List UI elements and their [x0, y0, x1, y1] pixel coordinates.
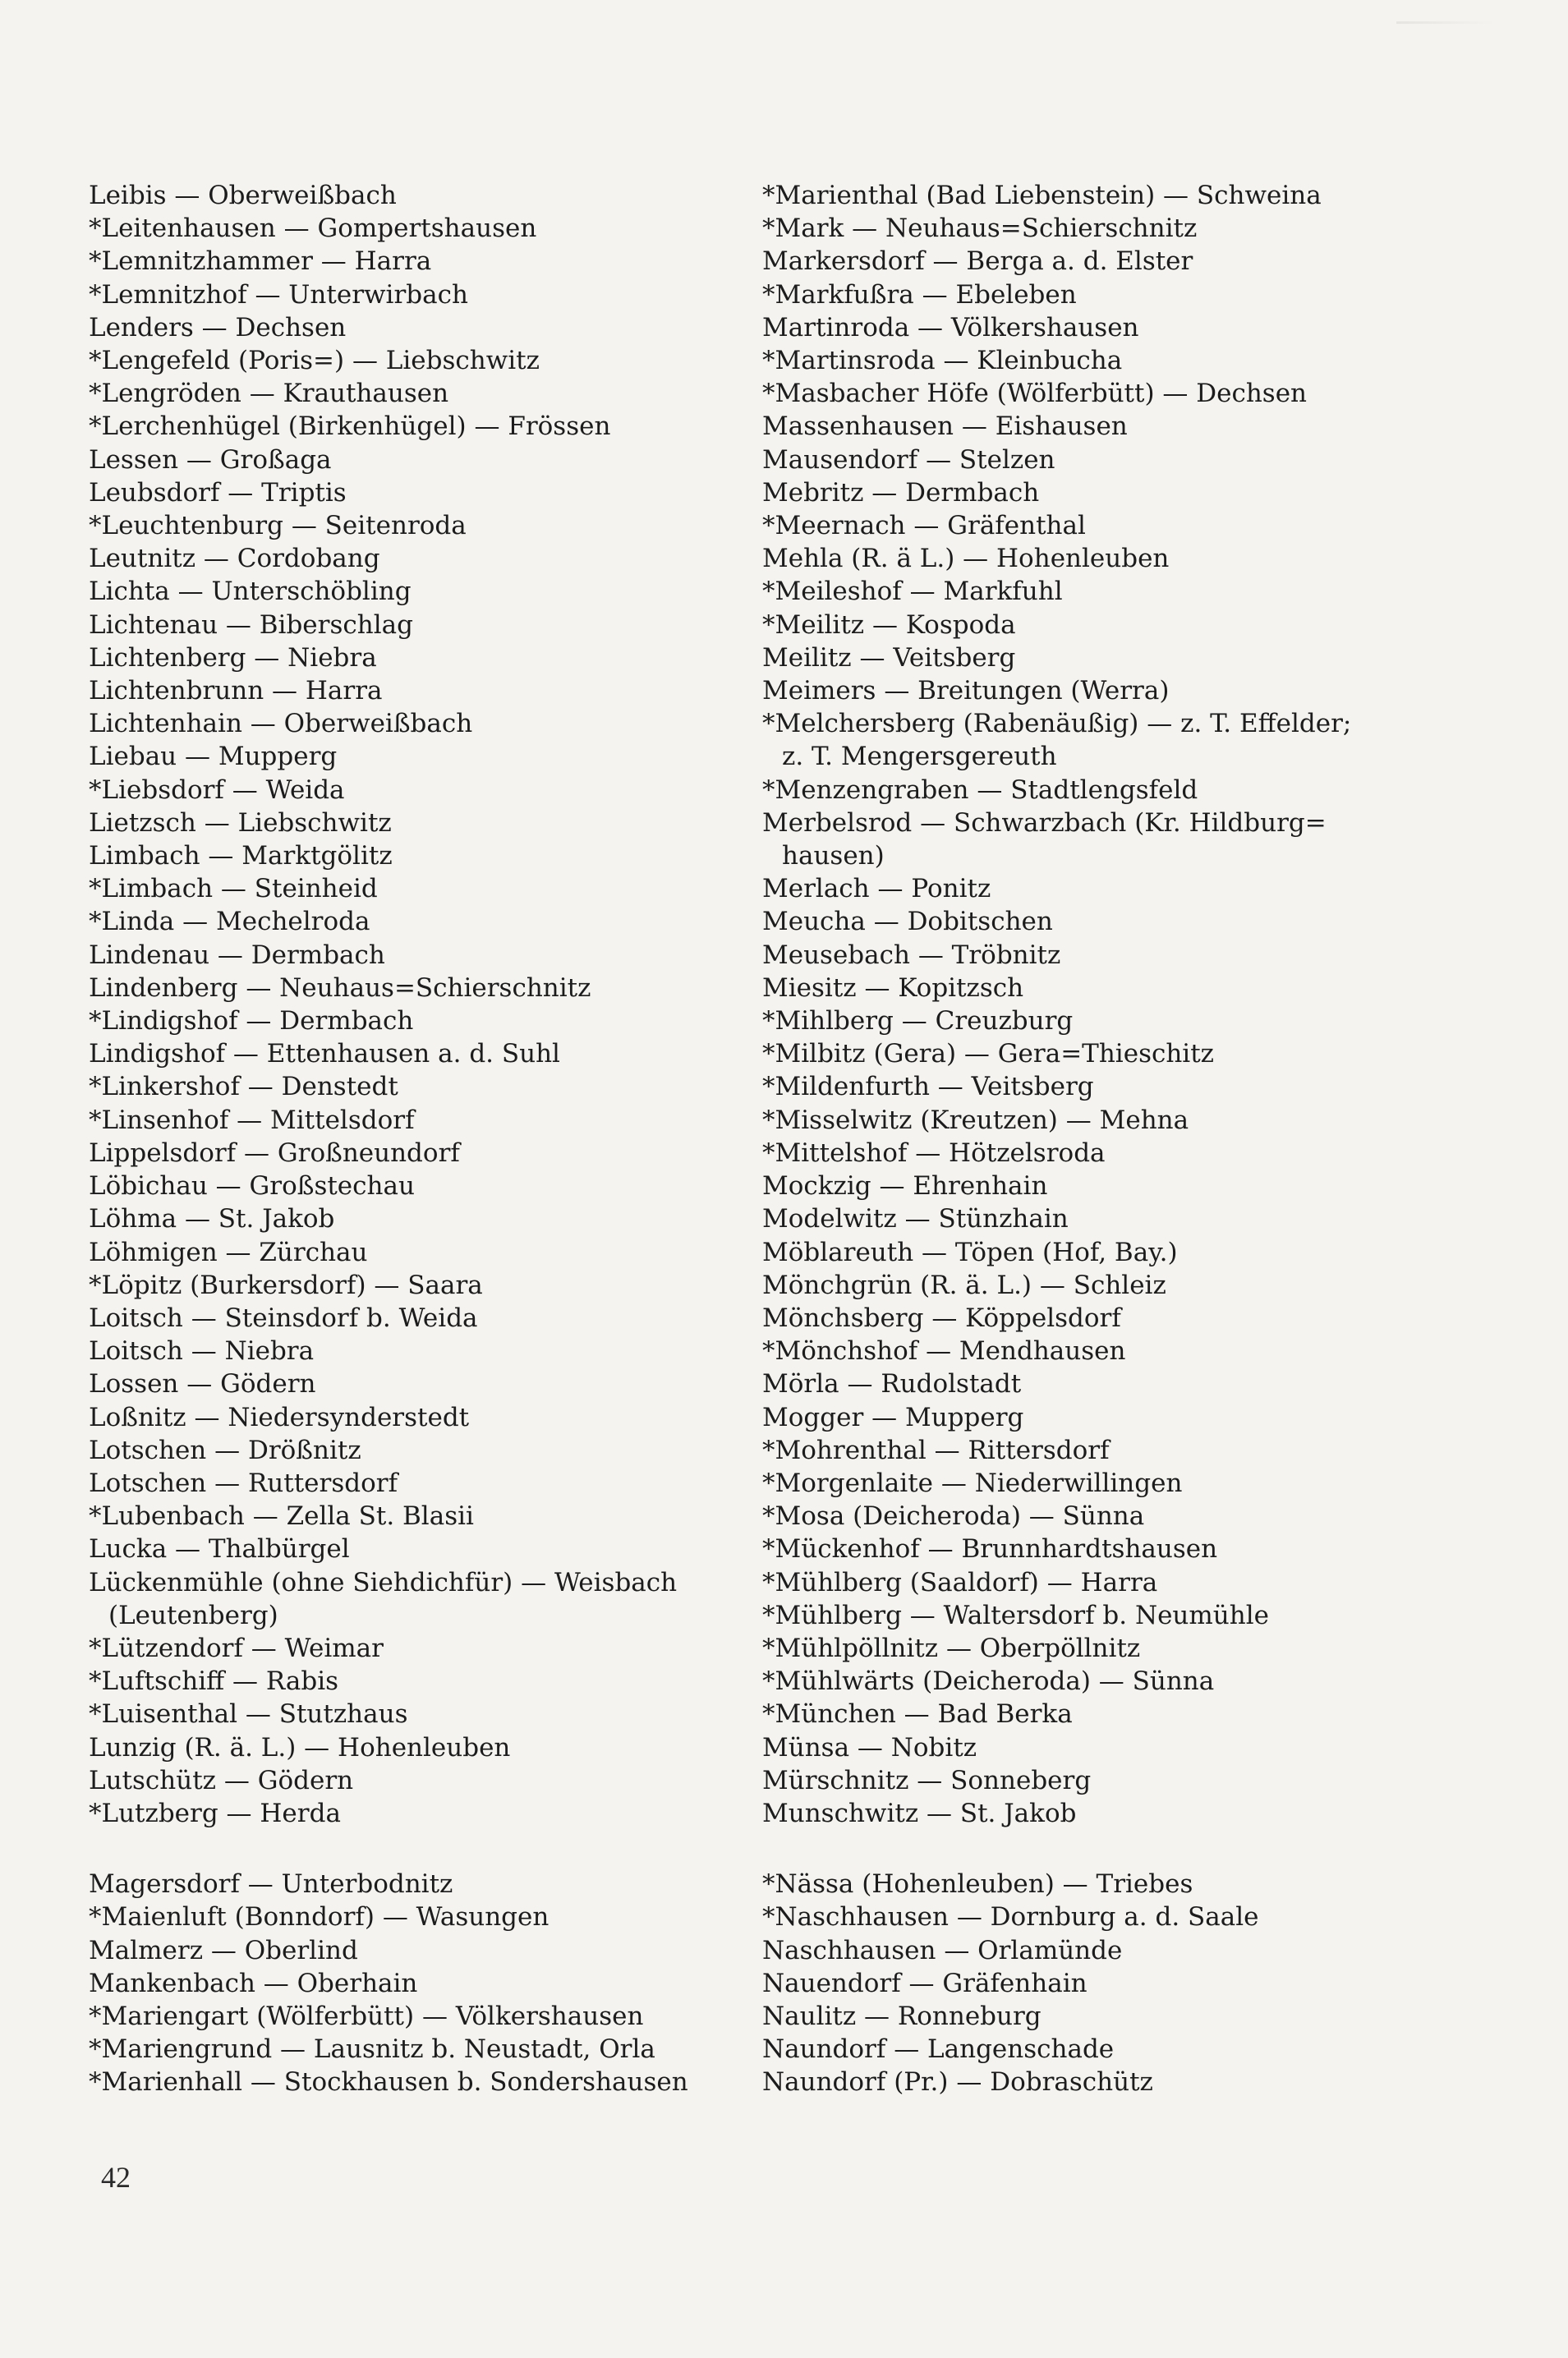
register-entry: Löhma — St. Jakob [89, 1204, 335, 1234]
register-entry: *Lerchenhügel (Birkenhügel) — Frössen [89, 411, 611, 442]
register-entry: *Luisenthal — Stutzhaus [89, 1699, 408, 1730]
register-entry: *Linda — Mechelroda [89, 907, 370, 937]
register-entry: Lippelsdorf — Großneundorf [89, 1138, 460, 1168]
register-entry: *Melchersberg (Rabenäußig) — z. T. Effelder; [762, 709, 1352, 739]
register-entry: *Maienluft (Bonndorf) — Wasungen [89, 1902, 549, 1933]
register-entry: Mebritz — Dermbach [762, 477, 1040, 508]
register-entry: *Mühlberg — Waltersdorf b. Neumühle [762, 1600, 1269, 1630]
register-entry: Munschwitz — St. Jakob [762, 1798, 1077, 1828]
register-entry: Magersdorf — Unterbodnitz [89, 1869, 453, 1900]
register-entry: Lichtenhain — Oberweißbach [89, 709, 473, 739]
register-entry: *Morgenlaite — Niederwillingen [762, 1468, 1183, 1498]
register-entry: Lindenberg — Neuhaus=Schierschnitz [89, 972, 591, 1003]
register-entry: Massenhausen — Eishausen [762, 411, 1128, 442]
register-entry: Mankenbach — Oberhain [89, 1968, 418, 1998]
register-entry: *Naschhausen — Dornburg a. d. Saale [762, 1902, 1259, 1933]
register-entry-continuation: (Leutenberg) [108, 1600, 278, 1630]
register-entry: *Mariengart (Wölferbütt) — Völkershausen [89, 2001, 644, 2031]
register-entry: *Meileshof — Markfuhl [762, 577, 1063, 607]
register-entry: Mönchgrün (R. ä. L.) — Schleiz [762, 1270, 1166, 1300]
register-entry: Meimers — Breitungen (Werra) [762, 676, 1170, 706]
register-entry: Leutnitz — Cordobang [89, 544, 380, 574]
register-entry: Mörla — Rudolstadt [762, 1369, 1022, 1400]
register-entry: *Luftschiff — Rabis [89, 1666, 339, 1697]
register-entry: Limbach — Marktgölitz [89, 841, 393, 871]
register-entry: Malmerz — Oberlind [89, 1935, 358, 1965]
register-entry: Markersdorf — Berga a. d. Elster [762, 246, 1193, 277]
register-entry: *Mohrenthal — Rittersdorf [762, 1435, 1110, 1465]
register-entry: Naulitz — Ronneburg [762, 2001, 1042, 2031]
register-entry: Mehla (R. ä L.) — Hohenleuben [762, 544, 1170, 574]
register-entry: *Leitenhausen — Gompertshausen [89, 214, 537, 244]
register-entry: *Lindigshof — Dermbach [89, 1006, 414, 1037]
register-entry: *Linkershof — Denstedt [89, 1072, 398, 1102]
page-number: 42 [101, 2161, 131, 2194]
register-entry: Martinroda — Völkershausen [762, 312, 1139, 342]
register-entry: Nauendorf — Gräfenhain [762, 1968, 1087, 1998]
register-entry: *Lemnitzhammer — Harra [89, 246, 432, 277]
register-entry: Lichtenbrunn — Harra [89, 676, 383, 706]
register-entry: Löbichau — Großstechau [89, 1171, 415, 1202]
register-entry: *Markfußra — Ebeleben [762, 279, 1077, 310]
register-entry: Modelwitz — Stünzhain [762, 1204, 1069, 1234]
register-entry: Möblareuth — Töpen (Hof, Bay.) [762, 1237, 1178, 1267]
register-entry: Lotschen — Ruttersdorf [89, 1468, 398, 1498]
register-entry: *Martinsroda — Kleinbucha [762, 346, 1123, 376]
register-entry: Loitsch — Steinsdorf b. Weida [89, 1303, 478, 1333]
register-entry: *Mark — Neuhaus=Schierschnitz [762, 214, 1198, 244]
register-entry: Lichtenau — Biberschlag [89, 609, 413, 640]
register-entry: Lindenau — Dermbach [89, 940, 385, 970]
register-entry: Miesitz — Kopitzsch [762, 972, 1024, 1003]
register-entry: *Leuchtenburg — Seitenroda [89, 511, 467, 541]
register-entry: *Lemnitzhof — Unterwirbach [89, 279, 468, 310]
register-entry: Mockzig — Ehrenhain [762, 1171, 1048, 1202]
register-entry: *Linsenhof — Mittelsdorf [89, 1105, 415, 1135]
left-column [89, 179, 770, 2099]
register-entry: *Lützendorf — Weimar [89, 1633, 384, 1663]
register-entry: Loitsch — Niebra [89, 1336, 315, 1367]
register-entry: *Liebsdorf — Weida [89, 775, 345, 805]
register-entry: Loßnitz — Niedersynderstedt [89, 1402, 470, 1432]
register-entry: Lichtenberg — Niebra [89, 642, 377, 673]
register-entry: Merbelsrod — Schwarzbach (Kr. Hildburg= [762, 807, 1327, 838]
register-entry: Mausendorf — Stelzen [762, 444, 1055, 475]
register-entry: Lutschütz — Gödern [89, 1765, 354, 1795]
register-entry: Leibis — Oberweißbach [89, 181, 397, 210]
register-entry: *Mühlberg (Saaldorf) — Harra [762, 1567, 1158, 1597]
register-entry: *Menzengraben — Stadtlengsfeld [762, 775, 1198, 805]
register-entry: *Mosa (Deicheroda) — Sünna [762, 1501, 1145, 1532]
register-entry: *Mihlberg — Creuzburg [762, 1006, 1074, 1037]
register-entry: Mönchsberg — Köppelsdorf [762, 1303, 1121, 1333]
register-entry: Naundorf (Pr.) — Dobraschütz [762, 2067, 1153, 2098]
register-entry: Meucha — Dobitschen [762, 907, 1053, 937]
register-entry: Lenders — Dechsen [89, 312, 347, 342]
register-entry: Liebau — Mupperg [89, 742, 338, 772]
register-entry: *Nässa (Hohenleuben) — Triebes [762, 1869, 1193, 1900]
register-entry: Lichta — Unterschöbling [89, 577, 412, 607]
register-entry: *Lubenbach — Zella St. Blasii [89, 1501, 474, 1532]
register-entry: *Mönchshof — Mendhausen [762, 1336, 1126, 1367]
register-entry: Mürschnitz — Sonneberg [762, 1765, 1092, 1795]
register-entry-continuation: z. T. Mengersgereuth [782, 742, 1057, 772]
register-entry: *Meilitz — Kospoda [762, 609, 1016, 640]
register-entry: *Milbitz (Gera) — Gera=Thieschitz [762, 1039, 1215, 1069]
register-entry: *Marienthal (Bad Liebenstein) — Schweina [762, 181, 1322, 210]
scan-artifact [1396, 21, 1495, 24]
register-entry: Lossen — Gödern [89, 1369, 316, 1400]
register-entry: Merlach — Ponitz [762, 874, 991, 904]
register-entry: *Mariengrund — Lausnitz b. Neustadt, Orla [89, 2034, 655, 2065]
register-entry: *Mückenhof — Brunnhardtshausen [762, 1534, 1218, 1565]
register-entry: *Mühlpöllnitz — Oberpöllnitz [762, 1633, 1141, 1663]
register-entry: *Lengefeld (Poris=) — Liebschwitz [89, 346, 540, 376]
register-entry: Lietzsch — Liebschwitz [89, 807, 392, 838]
register-entry: *Mildenfurth — Veitsberg [762, 1072, 1094, 1102]
register-entry: Leubsdorf — Triptis [89, 477, 347, 508]
register-entry: *Masbacher Höfe (Wölferbütt) — Dechsen [762, 379, 1308, 409]
register-entry-continuation: hausen) [782, 841, 885, 871]
register-entry: *Lutzberg — Herda [89, 1798, 341, 1828]
register-entry: *Misselwitz (Kreutzen) — Mehna [762, 1105, 1189, 1135]
register-entry: Lückenmühle (ohne Siehdichfür) — Weisbach [89, 1567, 678, 1597]
register-entry: *Löpitz (Burkersdorf) — Saara [89, 1270, 483, 1300]
register-entry: *Limbach — Steinheid [89, 874, 378, 904]
register-entry: *Meernach — Gräfenthal [762, 511, 1086, 541]
register-entry: Mogger — Mupperg [762, 1402, 1024, 1432]
register-entry: Lunzig (R. ä. L.) — Hohenleuben [89, 1732, 511, 1763]
right-column [762, 179, 1518, 2099]
register-entry: Löhmigen — Zürchau [89, 1237, 368, 1267]
register-entry: Naundorf — Langenschade [762, 2034, 1115, 2065]
register-entry: Meusebach — Tröbnitz [762, 940, 1061, 970]
register-entry: *Mühlwärts (Deicheroda) — Sünna [762, 1666, 1215, 1697]
register-entry: Lotschen — Drößnitz [89, 1435, 361, 1465]
register-entry: *Lengröden — Krauthausen [89, 379, 449, 409]
register-entry: Naschhausen — Orlamünde [762, 1935, 1123, 1965]
register-entry: Lessen — Großaga [89, 444, 332, 475]
register-entry: Lindigshof — Ettenhausen a. d. Suhl [89, 1039, 560, 1069]
register-entry: Lucka — Thalbürgel [89, 1534, 350, 1565]
register-entry: *München — Bad Berka [762, 1699, 1073, 1730]
register-entry: *Mittelshof — Hötzelsroda [762, 1138, 1106, 1168]
register-entry: Münsa — Nobitz [762, 1732, 977, 1763]
register-entry: *Marienhall — Stockhausen b. Sondershausen [89, 2067, 688, 2098]
register-entry: Meilitz — Veitsberg [762, 642, 1016, 673]
